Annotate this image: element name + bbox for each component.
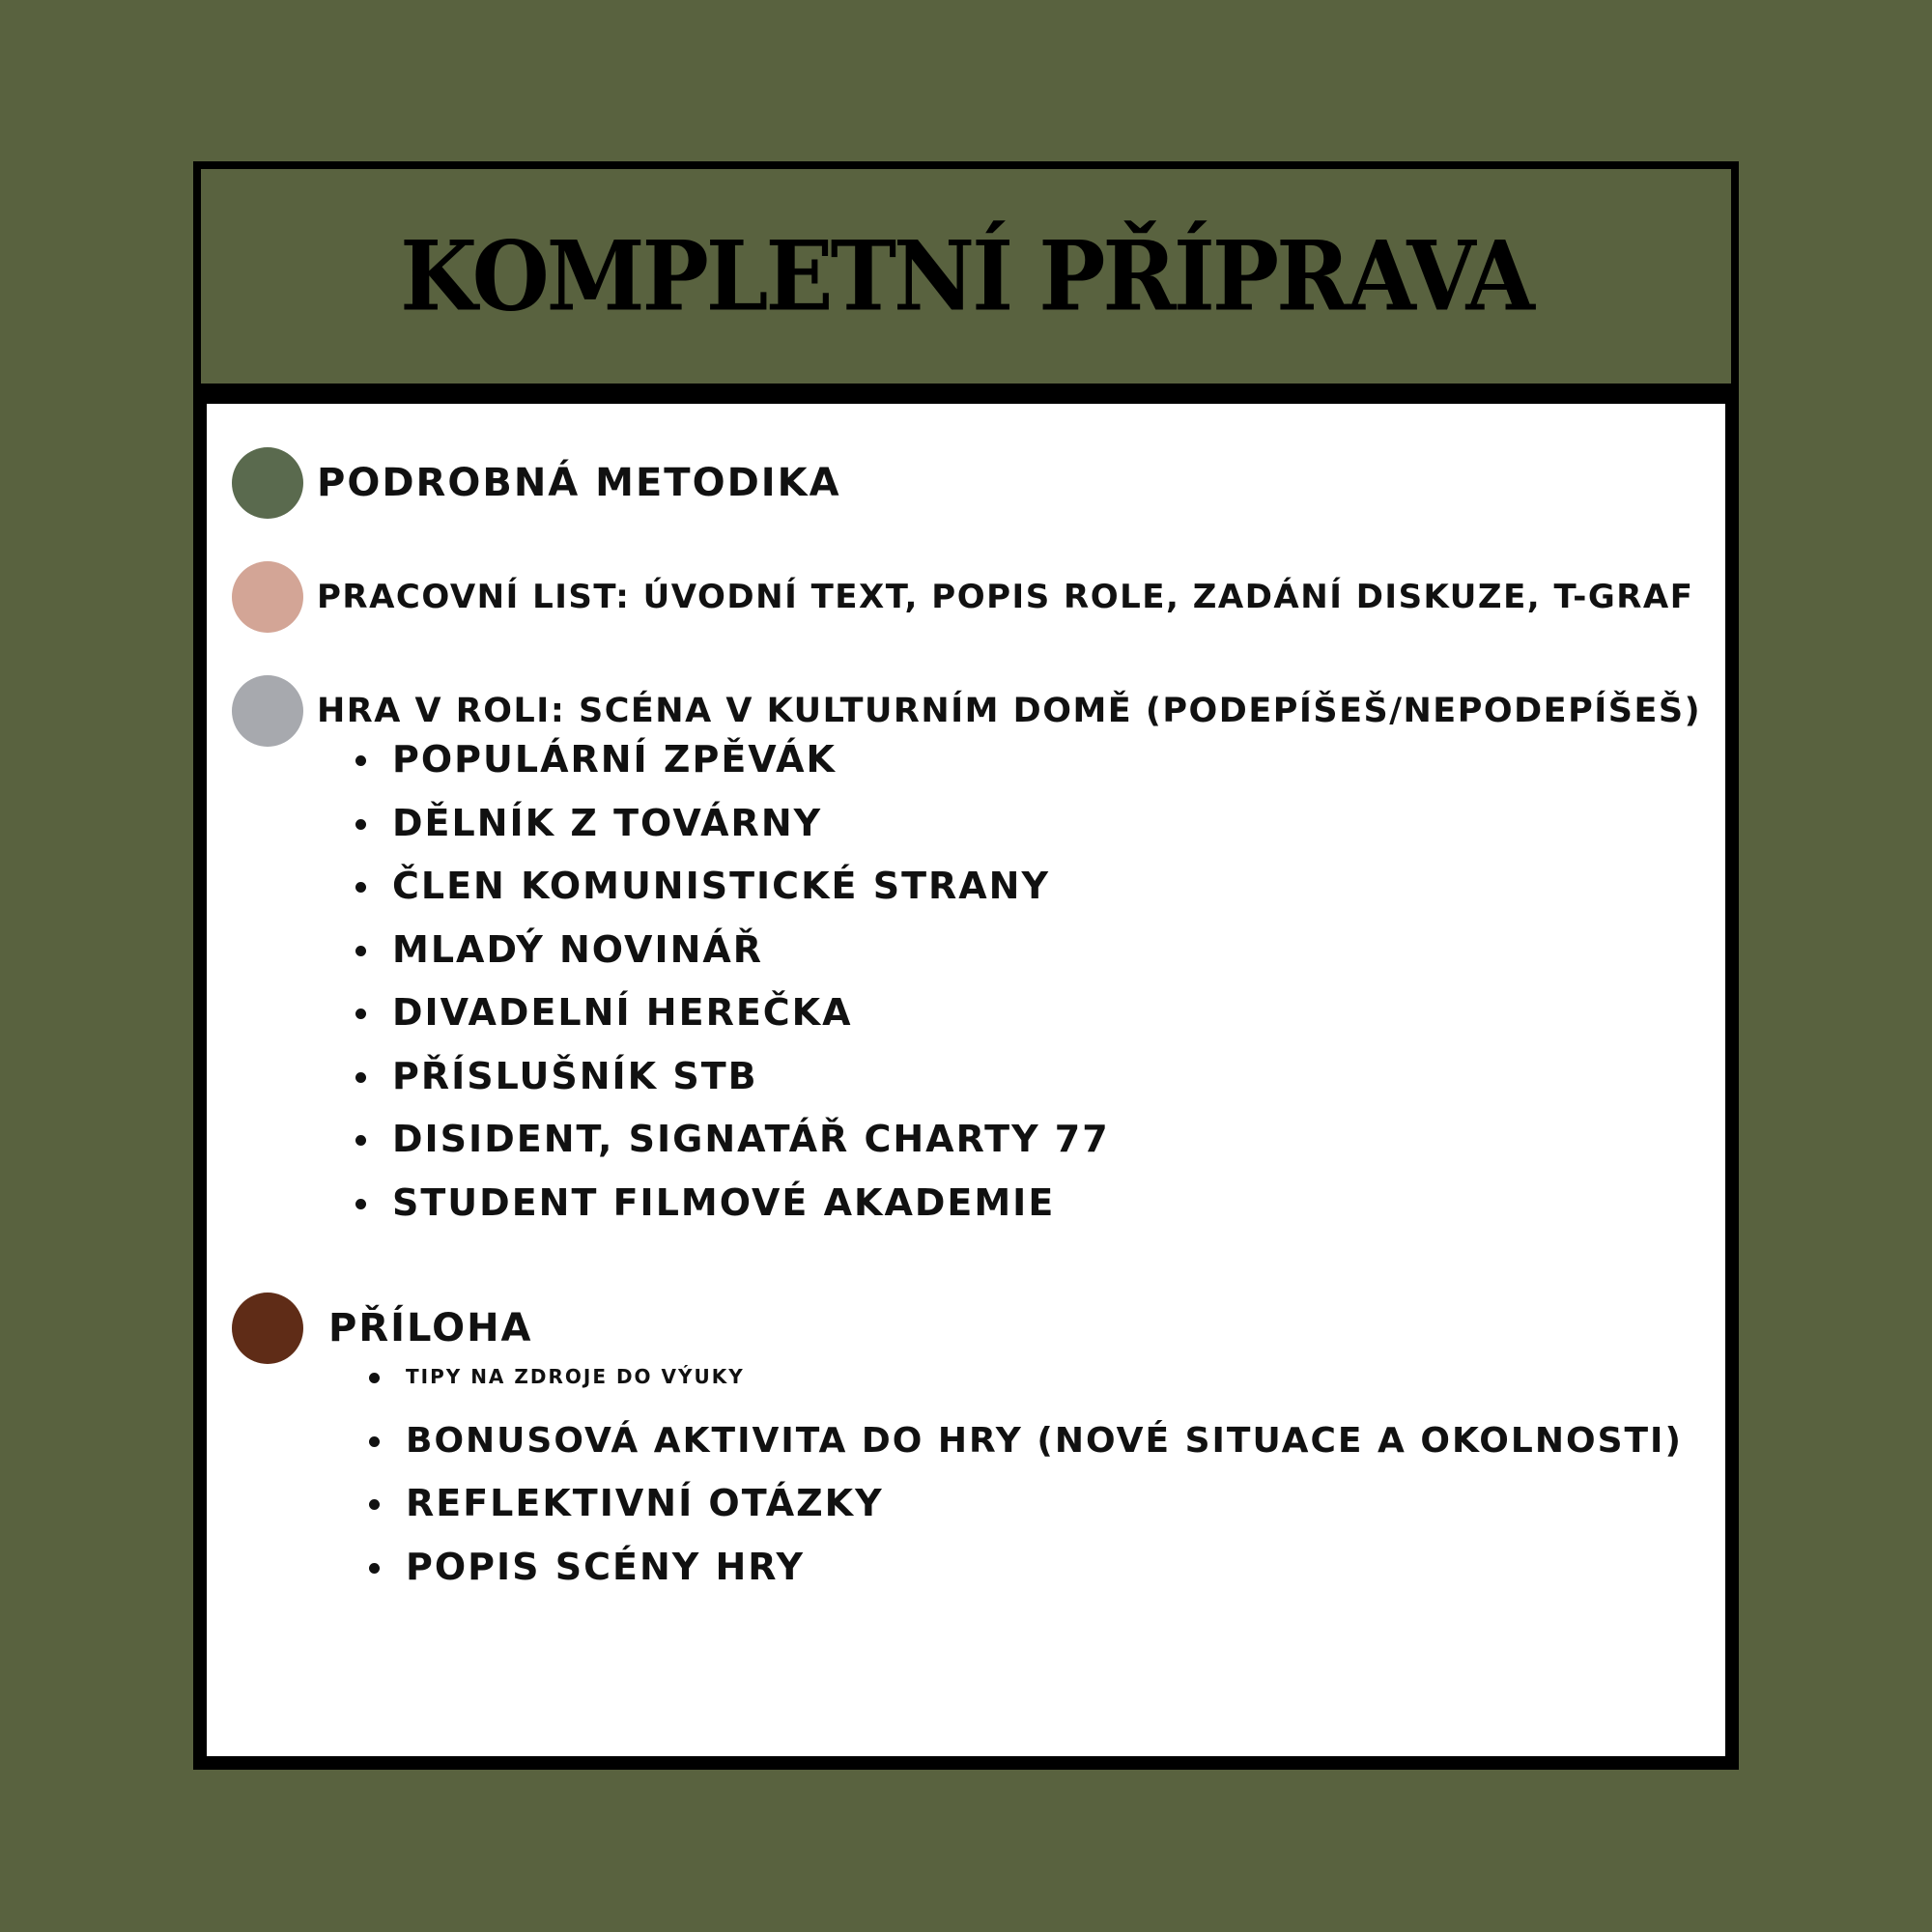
bullet-icon [355,1135,366,1146]
appendix-list [369,1346,1683,1599]
role-item [355,1045,1110,1109]
bullet-icon [355,1072,366,1083]
role-item [355,855,1110,919]
appendix-label: BONUSOVÁ AKTIVITA DO HRY (NOVÉ SITUACE A OKOLNOSTI) [406,1420,1683,1461]
bullet-icon [355,1009,366,1019]
page-title: KOMPLETNÍ PŘÍPRAVA [400,219,1532,333]
bullet-icon [355,819,366,830]
role-item [355,728,1110,792]
list-item-label: HRA V ROLI: SCÉNA V KULTURNÍM DOMĚ (PODEPÍŠEŠ/NEPODEPÍŠEŠ) [317,692,1702,730]
role-label: DĚLNÍK Z TOVÁRNY [392,801,823,844]
appendix-label: REFLEKTIVNÍ OTÁZKY [406,1482,884,1524]
role-label: PŘÍSLUŠNÍK STB [392,1054,758,1097]
list-item-label: PŘÍLOHA [328,1306,533,1350]
gray-dot-icon [232,675,303,747]
bullet-icon [369,1436,380,1447]
title-frame [193,161,1739,391]
role-label: MLADÝ NOVINÁŘ [392,927,764,971]
green-dot-icon [232,447,303,519]
appendix-label: TIPY NA ZDROJE DO VÝUKY [406,1365,745,1388]
appendix-item [369,1472,1683,1536]
bullet-icon [355,946,366,956]
role-label: ČLEN KOMUNISTICKÉ STRANY [392,865,1050,907]
bullet-icon [355,755,366,766]
bullet-icon [355,882,366,893]
appendix-item [369,1346,1683,1409]
list-item-label: PRACOVNÍ LIST: ÚVODNÍ TEXT, POPIS ROLE, ZADÁNÍ DISKUZE, T-GRAF [317,578,1694,616]
role-item [355,1172,1110,1236]
role-item [355,792,1110,856]
role-item [355,981,1110,1045]
brown-dot-icon [232,1293,303,1364]
role-item [355,919,1110,982]
appendix-label: POPIS SCÉNY HRY [406,1545,806,1588]
list-item-label: PODROBNÁ METODIKA [317,461,841,505]
role-label: STUDENT FILMOVÉ AKADEMIE [392,1180,1056,1224]
appendix-item [369,1409,1683,1473]
role-list [355,728,1110,1235]
bullet-icon [355,1199,366,1209]
appendix-item [369,1536,1683,1600]
pink-dot-icon [232,561,303,633]
role-label: DISIDENT, SIGNATÁŘ CHARTY 77 [392,1118,1110,1160]
role-label: DIVADELNÍ HEREČKA [392,991,853,1034]
role-item [355,1108,1110,1172]
content-panel [193,390,1739,1770]
bullet-icon [369,1373,380,1383]
bullet-icon [369,1499,380,1510]
bullet-icon [369,1563,380,1574]
role-label: POPULÁRNÍ ZPĚVÁK [392,738,837,781]
